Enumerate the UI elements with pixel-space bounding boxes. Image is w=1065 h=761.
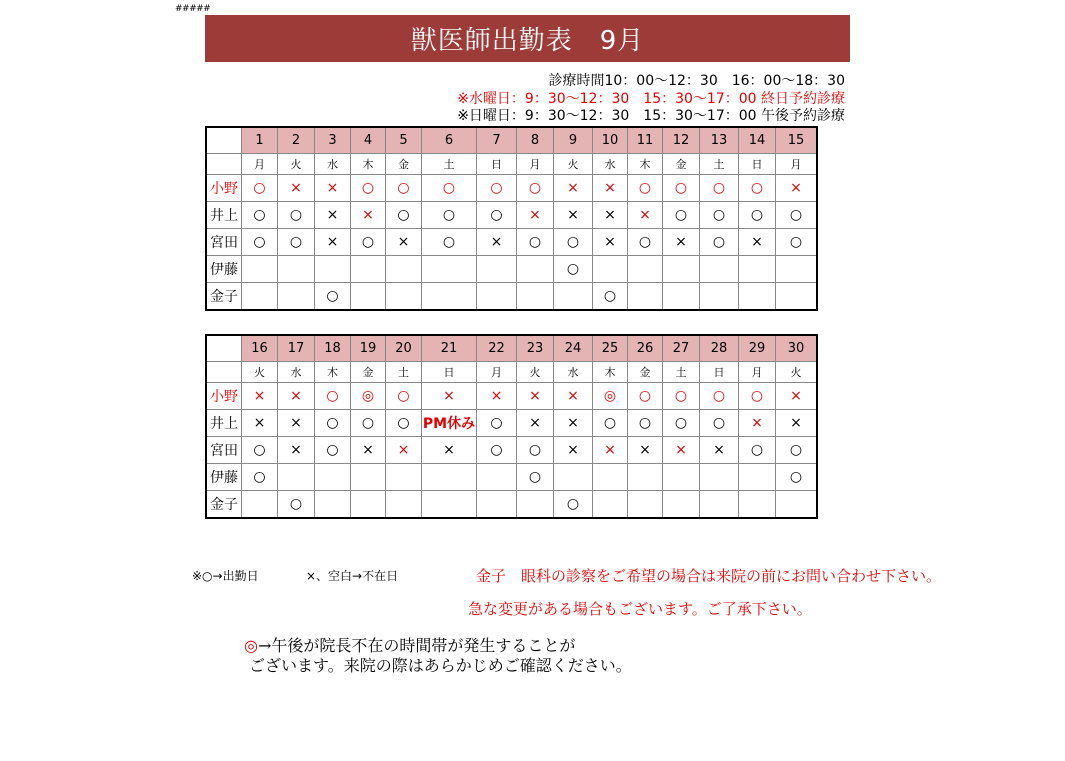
day-number-cell: 15 xyxy=(776,127,818,154)
weekday-cell: 月 xyxy=(517,154,554,175)
attendance-cell xyxy=(776,283,818,311)
header-corner-cell xyxy=(206,127,242,154)
attendance-cell: ○ xyxy=(422,175,477,202)
attendance-cell xyxy=(663,283,700,311)
attendance-cell: ○ xyxy=(278,229,315,256)
attendance-cell xyxy=(700,491,739,519)
attendance-cell: × xyxy=(554,202,593,229)
attendance-cell xyxy=(278,464,315,491)
hours-regular: 診療時間10：00〜12：30 16：00〜18：30 xyxy=(548,73,845,89)
attendance-cell xyxy=(242,283,278,311)
attendance-cell: × xyxy=(663,437,700,464)
day-number-cell: 20 xyxy=(386,335,422,362)
doctor-row xyxy=(206,175,817,202)
day-header-row xyxy=(206,335,817,362)
attendance-cell xyxy=(700,283,739,311)
attendance-cell: ○ xyxy=(593,283,628,311)
attendance-cell: × xyxy=(593,202,628,229)
weekday-cell: 木 xyxy=(315,362,351,383)
attendance-cell: × xyxy=(593,229,628,256)
attendance-cell xyxy=(554,464,593,491)
day-number-cell: 9 xyxy=(554,127,593,154)
page-title: 獣医師出勤表 9月 xyxy=(205,15,850,62)
doctor-name-cell: 金子 xyxy=(206,283,242,311)
doctor-name-cell: 井上 xyxy=(206,410,242,437)
day-number-cell: 1 xyxy=(242,127,278,154)
schedule-table-first-half xyxy=(205,126,818,311)
day-number-cell: 6 xyxy=(422,127,477,154)
double-mark-note-text: →午後が院長不在の時間帯が発生することが xyxy=(257,636,576,655)
attendance-cell: × xyxy=(593,437,628,464)
attendance-cell xyxy=(351,256,386,283)
attendance-cell: ○ xyxy=(422,229,477,256)
attendance-cell: ◎ xyxy=(351,383,386,410)
attendance-cell: × xyxy=(422,437,477,464)
attendance-cell: × xyxy=(776,383,818,410)
double-circle-symbol: ◎ xyxy=(244,636,258,655)
attendance-cell xyxy=(315,256,351,283)
day-header-row xyxy=(206,127,817,154)
attendance-cell: ○ xyxy=(628,175,663,202)
attendance-cell: × xyxy=(554,175,593,202)
attendance-cell: ○ xyxy=(242,175,278,202)
attendance-cell xyxy=(351,464,386,491)
attendance-cell xyxy=(278,283,315,311)
doctor-row xyxy=(206,383,817,410)
attendance-cell: × xyxy=(278,383,315,410)
attendance-cell: ○ xyxy=(663,410,700,437)
weekday-cell: 金 xyxy=(386,154,422,175)
weekday-cell: 日 xyxy=(739,154,776,175)
weekday-cell: 日 xyxy=(700,362,739,383)
attendance-cell: ○ xyxy=(628,410,663,437)
attendance-cell xyxy=(477,283,517,311)
attendance-cell: × xyxy=(776,175,818,202)
attendance-cell xyxy=(477,491,517,519)
attendance-cell: × xyxy=(315,202,351,229)
attendance-cell xyxy=(593,491,628,519)
weekday-row xyxy=(206,362,817,383)
attendance-cell: ○ xyxy=(517,229,554,256)
day-number-cell: 19 xyxy=(351,335,386,362)
attendance-cell: ○ xyxy=(776,437,818,464)
attendance-cell: ○ xyxy=(700,202,739,229)
attendance-cell: × xyxy=(315,175,351,202)
attendance-cell xyxy=(517,256,554,283)
attendance-cell xyxy=(593,256,628,283)
attendance-cell: × xyxy=(517,410,554,437)
doctor-name-cell: 宮田 xyxy=(206,229,242,256)
day-number-cell: 10 xyxy=(593,127,628,154)
attendance-cell xyxy=(628,491,663,519)
attendance-cell: × xyxy=(700,437,739,464)
attendance-cell: ○ xyxy=(554,229,593,256)
attendance-cell xyxy=(739,464,776,491)
attendance-cell: × xyxy=(477,383,517,410)
attendance-cell: × xyxy=(351,437,386,464)
attendance-cell: × xyxy=(386,437,422,464)
weekday-cell: 金 xyxy=(351,362,386,383)
attendance-cell xyxy=(628,283,663,311)
attendance-cell: ○ xyxy=(700,383,739,410)
attendance-cell: × xyxy=(739,229,776,256)
attendance-cell: ○ xyxy=(663,383,700,410)
attendance-cell xyxy=(739,256,776,283)
attendance-cell: ○ xyxy=(628,229,663,256)
day-number-cell: 21 xyxy=(422,335,477,362)
day-number-cell: 26 xyxy=(628,335,663,362)
attendance-cell xyxy=(517,283,554,311)
weekday-cell: 土 xyxy=(700,154,739,175)
attendance-cell: × xyxy=(242,383,278,410)
attendance-cell xyxy=(422,491,477,519)
day-number-cell: 27 xyxy=(663,335,700,362)
attendance-cell: ○ xyxy=(422,202,477,229)
attendance-cell xyxy=(593,464,628,491)
attendance-cell: ○ xyxy=(739,202,776,229)
weekday-cell: 火 xyxy=(776,362,818,383)
attendance-cell: × xyxy=(242,410,278,437)
attendance-cell: × xyxy=(517,202,554,229)
weekday-cell: 水 xyxy=(554,362,593,383)
attendance-cell: ○ xyxy=(278,491,315,519)
attendance-cell xyxy=(663,464,700,491)
day-number-cell: 8 xyxy=(517,127,554,154)
attendance-cell: ○ xyxy=(700,229,739,256)
attendance-cell: ○ xyxy=(386,175,422,202)
attendance-cell xyxy=(315,464,351,491)
weekday-cell: 金 xyxy=(663,154,700,175)
day-number-cell: 25 xyxy=(593,335,628,362)
doctor-name-cell: 小野 xyxy=(206,175,242,202)
attendance-cell: ○ xyxy=(477,437,517,464)
attendance-cell: ○ xyxy=(315,383,351,410)
attendance-cell xyxy=(351,491,386,519)
doctor-row xyxy=(206,256,817,283)
weekday-cell: 土 xyxy=(386,362,422,383)
day-number-cell: 4 xyxy=(351,127,386,154)
attendance-cell: ○ xyxy=(351,229,386,256)
attendance-cell: ○ xyxy=(554,491,593,519)
day-number-cell: 17 xyxy=(278,335,315,362)
attendance-cell: ○ xyxy=(477,175,517,202)
attendance-cell: ○ xyxy=(517,464,554,491)
attendance-cell: ○ xyxy=(739,175,776,202)
attendance-cell: ○ xyxy=(663,175,700,202)
attendance-cell: × xyxy=(315,229,351,256)
doctor-row xyxy=(206,491,817,519)
attendance-cell: × xyxy=(477,229,517,256)
weekday-corner-cell xyxy=(206,362,242,383)
attendance-cell xyxy=(386,464,422,491)
day-number-cell: 18 xyxy=(315,335,351,362)
attendance-cell xyxy=(242,491,278,519)
attendance-cell: ○ xyxy=(517,175,554,202)
attendance-cell xyxy=(477,256,517,283)
attendance-cell xyxy=(517,491,554,519)
weekday-cell: 火 xyxy=(278,154,315,175)
attendance-cell: ○ xyxy=(242,202,278,229)
attendance-cell: × xyxy=(517,383,554,410)
day-number-cell: 12 xyxy=(663,127,700,154)
attendance-cell: ○ xyxy=(628,383,663,410)
doctor-row xyxy=(206,283,817,311)
attendance-cell: × xyxy=(554,383,593,410)
day-number-cell: 11 xyxy=(628,127,663,154)
attendance-cell: × xyxy=(278,437,315,464)
attendance-cell xyxy=(386,491,422,519)
day-number-cell: 16 xyxy=(242,335,278,362)
day-number-cell: 5 xyxy=(386,127,422,154)
attendance-cell: × xyxy=(351,202,386,229)
doctor-name-cell: 宮田 xyxy=(206,437,242,464)
attendance-cell xyxy=(351,283,386,311)
schedule-table-second-half xyxy=(205,334,818,519)
attendance-cell: × xyxy=(776,410,818,437)
doctor-name-cell: 金子 xyxy=(206,491,242,519)
attendance-cell: ○ xyxy=(242,464,278,491)
day-number-cell: 23 xyxy=(517,335,554,362)
day-number-cell: 22 xyxy=(477,335,517,362)
attendance-cell: PM休み xyxy=(422,410,477,437)
attendance-cell: ○ xyxy=(386,410,422,437)
weekday-cell: 月 xyxy=(739,362,776,383)
weekday-cell: 水 xyxy=(315,154,351,175)
attendance-cell xyxy=(386,283,422,311)
attendance-cell: ○ xyxy=(776,229,818,256)
attendance-cell xyxy=(700,256,739,283)
doctor-row xyxy=(206,464,817,491)
day-number-cell: 2 xyxy=(278,127,315,154)
attendance-cell: × xyxy=(278,175,315,202)
weekday-cell: 日 xyxy=(422,362,477,383)
attendance-cell: × xyxy=(739,410,776,437)
attendance-cell xyxy=(628,256,663,283)
day-number-cell: 30 xyxy=(776,335,818,362)
attendance-cell xyxy=(739,491,776,519)
attendance-cell: × xyxy=(554,437,593,464)
weekday-cell: 火 xyxy=(517,362,554,383)
weekday-cell: 水 xyxy=(278,362,315,383)
attendance-cell xyxy=(422,283,477,311)
doctor-row xyxy=(206,410,817,437)
attendance-cell: ○ xyxy=(554,256,593,283)
weekday-cell: 水 xyxy=(593,154,628,175)
attendance-cell xyxy=(242,256,278,283)
attendance-cell: ○ xyxy=(242,229,278,256)
weekday-cell: 火 xyxy=(242,362,278,383)
weekday-cell: 月 xyxy=(242,154,278,175)
attendance-cell: × xyxy=(422,383,477,410)
weekday-corner-cell xyxy=(206,154,242,175)
attendance-cell: ○ xyxy=(477,202,517,229)
attendance-cell: ○ xyxy=(593,410,628,437)
attendance-cell: ○ xyxy=(351,410,386,437)
doctor-name-cell: 伊藤 xyxy=(206,464,242,491)
doctor-name-cell: 小野 xyxy=(206,383,242,410)
attendance-cell: × xyxy=(386,229,422,256)
attendance-cell: ○ xyxy=(386,202,422,229)
notice-schedule-change: 急な変更がある場合もございます。ご了承下さい。 xyxy=(468,600,812,618)
weekday-row xyxy=(206,154,817,175)
attendance-cell xyxy=(422,256,477,283)
corner-marker: ##### xyxy=(175,4,211,14)
header-corner-cell xyxy=(206,335,242,362)
attendance-cell: × xyxy=(278,410,315,437)
attendance-cell xyxy=(663,256,700,283)
attendance-cell: ○ xyxy=(477,410,517,437)
weekday-cell: 金 xyxy=(628,362,663,383)
hours-sunday: ※日曜日：9：30〜12：30 15：30〜17：00 午後予約診療 xyxy=(457,108,845,124)
attendance-cell xyxy=(776,491,818,519)
weekday-cell: 日 xyxy=(477,154,517,175)
doctor-row xyxy=(206,202,817,229)
weekday-cell: 月 xyxy=(477,362,517,383)
day-number-cell: 24 xyxy=(554,335,593,362)
attendance-cell: ○ xyxy=(351,175,386,202)
day-number-cell: 14 xyxy=(739,127,776,154)
attendance-cell: × xyxy=(628,437,663,464)
attendance-cell xyxy=(700,464,739,491)
attendance-cell: × xyxy=(628,202,663,229)
notice-kaneko-ophthalmology: 金子 眼科の診察をご希望の場合は来院の前にお問い合わせ下さい。 xyxy=(476,567,942,585)
legend-absent: ×、空白→不在日 xyxy=(306,569,399,583)
attendance-cell: × xyxy=(554,410,593,437)
doctor-name-cell: 伊藤 xyxy=(206,256,242,283)
attendance-cell xyxy=(739,283,776,311)
day-number-cell: 13 xyxy=(700,127,739,154)
attendance-cell: ○ xyxy=(315,410,351,437)
weekday-cell: 土 xyxy=(422,154,477,175)
weekday-cell: 木 xyxy=(628,154,663,175)
doctor-row xyxy=(206,229,817,256)
attendance-cell xyxy=(422,464,477,491)
day-number-cell: 28 xyxy=(700,335,739,362)
attendance-cell xyxy=(278,256,315,283)
attendance-cell: ○ xyxy=(386,383,422,410)
attendance-cell: ○ xyxy=(315,437,351,464)
attendance-cell xyxy=(776,256,818,283)
legend-present: ※○→出勤日 xyxy=(192,569,259,583)
attendance-cell: × xyxy=(663,229,700,256)
attendance-cell: ○ xyxy=(776,464,818,491)
attendance-cell: ○ xyxy=(739,383,776,410)
attendance-cell: ○ xyxy=(700,175,739,202)
attendance-cell xyxy=(386,256,422,283)
attendance-cell: ○ xyxy=(700,410,739,437)
weekday-cell: 木 xyxy=(593,362,628,383)
attendance-cell: ○ xyxy=(242,437,278,464)
attendance-cell: ○ xyxy=(278,202,315,229)
attendance-cell: ○ xyxy=(663,202,700,229)
doctor-row xyxy=(206,437,817,464)
day-number-cell: 3 xyxy=(315,127,351,154)
day-number-cell: 29 xyxy=(739,335,776,362)
double-mark-note-line2: ございます。来院の際はあらかじめご確認ください。 xyxy=(249,656,632,675)
attendance-cell: × xyxy=(593,175,628,202)
attendance-cell: ○ xyxy=(739,437,776,464)
attendance-cell xyxy=(628,464,663,491)
attendance-cell: ○ xyxy=(315,283,351,311)
attendance-cell xyxy=(477,464,517,491)
attendance-cell: ◎ xyxy=(593,383,628,410)
attendance-cell xyxy=(315,491,351,519)
hours-wednesday: ※水曜日：9：30〜12：30 15：30〜17：00 終日予約診療 xyxy=(457,91,845,107)
weekday-cell: 火 xyxy=(554,154,593,175)
attendance-cell: ○ xyxy=(776,202,818,229)
attendance-cell xyxy=(554,283,593,311)
attendance-cell xyxy=(663,491,700,519)
day-number-cell: 7 xyxy=(477,127,517,154)
attendance-cell: ○ xyxy=(517,437,554,464)
doctor-name-cell: 井上 xyxy=(206,202,242,229)
weekday-cell: 土 xyxy=(663,362,700,383)
weekday-cell: 月 xyxy=(776,154,818,175)
weekday-cell: 木 xyxy=(351,154,386,175)
